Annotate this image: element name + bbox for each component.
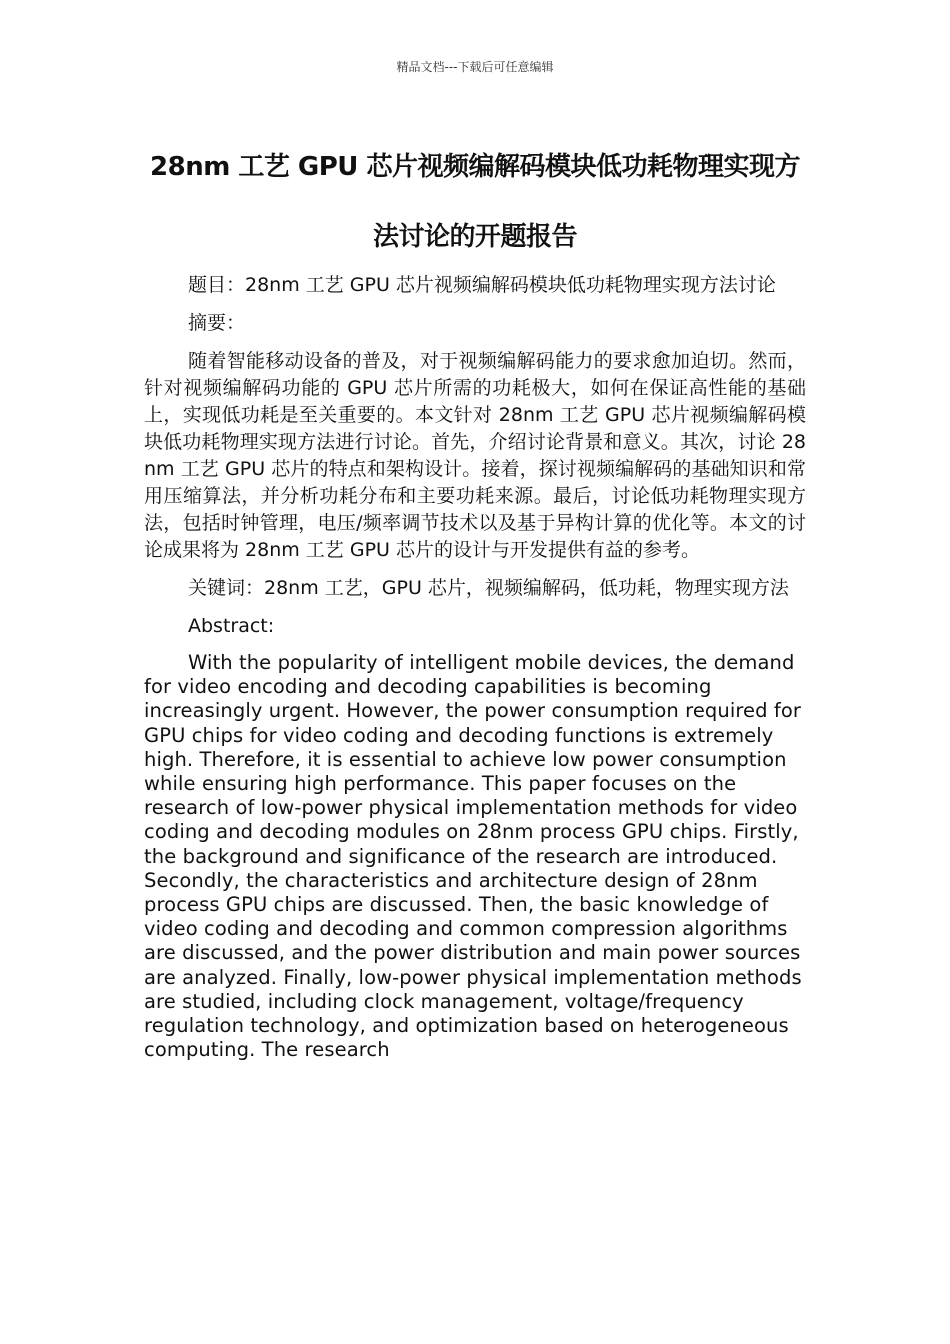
page-header-note: 精品文档---下载后可任意编辑: [396, 60, 554, 74]
keywords-paragraph: 关键词：28nm 工艺，GPU 芯片，视频编解码，低功耗，物理实现方法: [188, 577, 789, 599]
abstract-cn-paragraph: 随着智能移动设备的普及，对于视频编解码能力的要求愈加迫切。然而，针对视频编解码功能的 GPU 芯片所需的功耗极大，如何在保证高性能的基础上，实现低功耗是至关重要的。本文针对 28nm 工艺 GPU 芯片视频编解码模块低功耗物理实现方法进行讨论。首先，介绍讨论背景和意义。其次，讨论 28nm 工艺 GPU 芯片的特点和架构设计。接着，探讨视频编解码的基础知识和常用压缩算法，并分析功耗分布和主要功耗来源。最后，讨论低功耗物理实现方法，包括时钟管理，电压/频率调节技术以及基于异构计算的优化等。本文的讨论成果将为 28nm 工艺 GPU 芯片的设计与开发提供有益的参考。: [144, 350, 806, 561]
document-title: 28nm 工艺 GPU 芯片视频编解码模块低功耗物理实现方法讨论的开题报告: [150, 152, 800, 252]
abstract-label-cn: 摘要：: [188, 312, 246, 334]
topic-paragraph: 题目：28nm 工艺 GPU 芯片视频编解码模块低功耗物理实现方法讨论: [188, 274, 776, 296]
abstract-en-paragraph: With the popularity of intelligent mobile devices, the demand for video encoding and decoding capabilities is becoming increasingly urgent. However, the power consumption required for GPU chips for video coding and decoding functions is extremely high. Therefore, it is essential to achieve low power consumption while ensuring high performance. This paper focuses on the research of low-power physical implementation methods for video coding and decoding modules on 28nm process GPU chips. Firstly, the background and significance of the research are introduced. Secondly, the characteristics and architecture design of 28nm process GPU chips are discussed. Then, the basic knowledge of video coding and decoding and common compression algorithms are discussed, and the power distribution and main power sources are analyzed. Finally, low-power physical implementation methods are studied, including clock management, voltage/frequency regulation technology, and optimization based on heterogeneous computing. The research: [144, 651, 802, 1062]
document-body: [144, 272, 806, 1073]
abstract-label-en: Abstract:: [188, 615, 275, 637]
